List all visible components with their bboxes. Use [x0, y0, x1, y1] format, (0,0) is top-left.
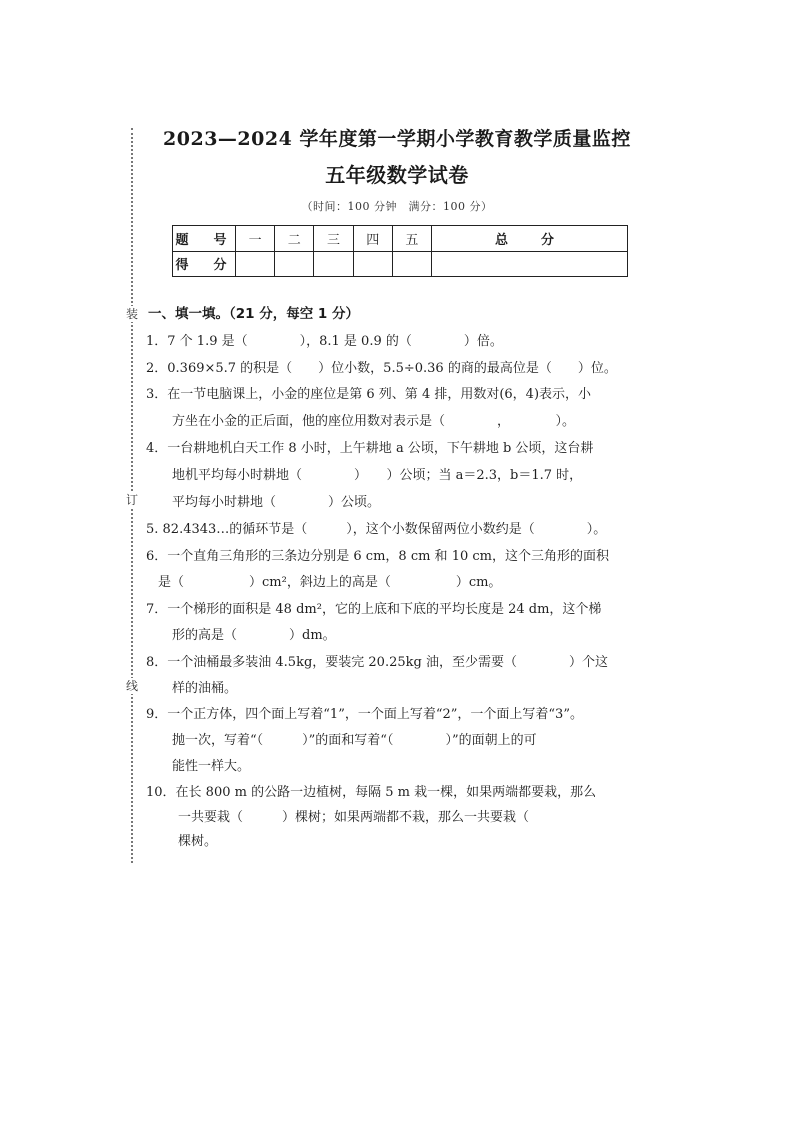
score-cell	[275, 251, 314, 277]
question-6: 6．一个直角三角形的三条边分别是 6 cm，8 cm 和 10 cm，这个三角形的面积	[146, 549, 609, 564]
score-col-1: 一	[236, 226, 275, 252]
question-1: 1．7 个 1.9 是（ ），8.1 是 0.9 的（ ）倍。	[146, 334, 503, 349]
question-7: 7．一个梯形的面积是 48 dm²，它的上底和下底的平均长度是 24 dm，这个梯	[146, 602, 602, 617]
score-col-5: 五	[392, 226, 431, 252]
question-6-cont: 是（ ）cm²，斜边上的高是（ ）cm。	[158, 575, 502, 590]
question-3: 3．在一节电脑课上，小金的座位是第 6 列、第 4 排，用数对(6，4)表示，小	[146, 387, 592, 402]
score-table-score-row	[173, 251, 628, 277]
question-4-cont2: 平均每小时耕地（ ）公顷。	[172, 495, 381, 510]
question-8: 8．一个油桶最多装油 4.5kg，要装完 20.25kg 油，至少需要（ ）个这	[146, 655, 608, 670]
question-10: 10．在长 800 m 的公路一边植树，每隔 5 m 栽一棵，如果两端都要栽，那么	[146, 785, 597, 800]
question-8-cont: 样的油桶。	[172, 681, 238, 696]
binding-char-zhuang: 装	[125, 307, 138, 321]
score-table	[172, 225, 628, 277]
section-heading: 一、填一填。（21 分，每空 1 分）	[148, 306, 360, 322]
question-10-cont: 一共要栽（ ）棵树；如果两端都不栽，那么一共要栽（	[178, 810, 530, 825]
score-col-2: 二	[275, 226, 314, 252]
question-2: 2．0.369×5.7 的积是（ ）位小数，5.5÷0.36 的商的最高位是（ ）位。	[146, 361, 617, 376]
question-9-cont: 抛一次，写着“（ ）”的面和写着“（ ）”的面朝上的可	[172, 733, 537, 748]
score-row-label-question: 题 号	[173, 226, 236, 252]
question-3-cont: 方坐在小金的正后面，他的座位用数对表示是（ ， ）。	[172, 414, 576, 429]
score-cell	[353, 251, 392, 277]
score-col-3: 三	[314, 226, 353, 252]
question-10-cont2: 棵树。	[178, 834, 218, 849]
binding-char-xian: 线	[125, 679, 138, 693]
question-4: 4．一台耕地机白天工作 8 小时，上午耕地 a 公顷，下午耕地 b 公顷，这台耕	[146, 441, 594, 456]
score-cell	[432, 251, 628, 277]
exam-title: 2023—2024 学年度第一学期小学教育教学质量监控	[163, 128, 631, 150]
score-cell	[392, 251, 431, 277]
question-9-cont2: 能性一样大。	[172, 759, 251, 774]
question-7-cont: 形的高是（ ）dm。	[172, 628, 336, 643]
exam-subtitle: 五年级数学试卷	[325, 163, 469, 187]
score-table-header-row	[173, 226, 628, 252]
score-cell	[236, 251, 275, 277]
binding-char-ding: 订	[125, 493, 138, 507]
score-cell	[314, 251, 353, 277]
exam-info: （时间：100 分钟 满分：100 分）	[301, 200, 493, 213]
score-col-4: 四	[353, 226, 392, 252]
score-row-label-score: 得 分	[173, 251, 236, 277]
question-5: 5. 82.4343…的循环节是（ ），这个小数保留两位小数约是（ ）。	[146, 522, 607, 537]
score-col-total: 总 分	[432, 226, 628, 252]
question-9: 9．一个正方体，四个面上写着“1”，一个面上写着“2”，一个面上写着“3”。	[146, 707, 583, 722]
question-4-cont: 地机平均每小时耕地（ ） ）公顷；当 a＝2.3，b＝1.7 时，	[172, 468, 583, 483]
